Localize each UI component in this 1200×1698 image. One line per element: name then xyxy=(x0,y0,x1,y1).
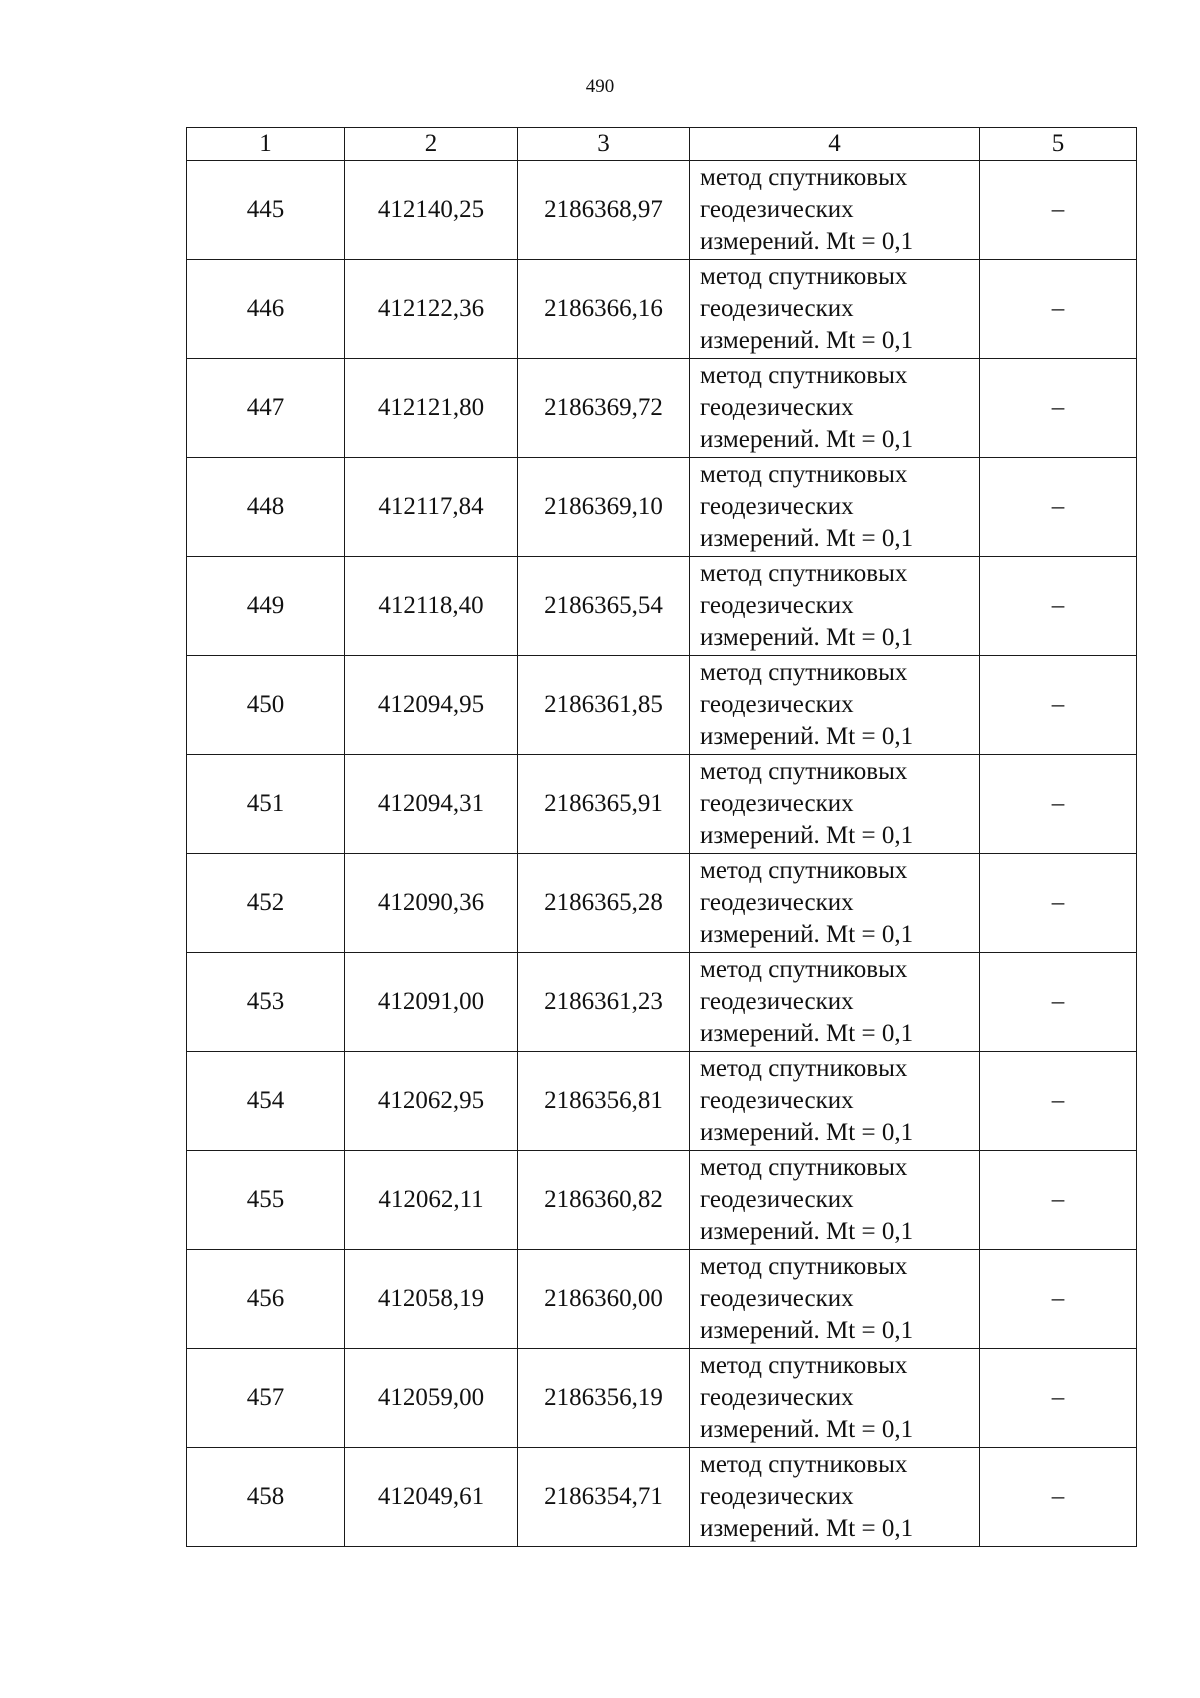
method-line: метод спутниковых xyxy=(700,659,908,686)
y-coordinate-cell: 2186360,82 xyxy=(518,1151,690,1250)
method-line: измерений. Mt = 0,1 xyxy=(700,921,914,948)
method-cell xyxy=(690,656,980,755)
method-line: метод спутниковых xyxy=(700,263,908,290)
point-number-cell: 453 xyxy=(187,953,345,1052)
point-number-cell: 449 xyxy=(187,557,345,656)
method-line: измерений. Mt = 0,1 xyxy=(700,1317,914,1344)
method-cell xyxy=(690,359,980,458)
method-line: метод спутниковых xyxy=(700,1055,908,1082)
table-row xyxy=(187,854,1137,953)
method-cell xyxy=(690,1250,980,1349)
method-line: измерений. Mt = 0,1 xyxy=(700,1515,914,1542)
method-line: геодезических xyxy=(700,295,854,322)
point-number-cell: 454 xyxy=(187,1052,345,1151)
point-number-cell: 452 xyxy=(187,854,345,953)
method-line: геодезических xyxy=(700,1186,854,1213)
method-line: метод спутниковых xyxy=(700,362,908,389)
y-coordinate-cell: 2186360,00 xyxy=(518,1250,690,1349)
method-line: метод спутниковых xyxy=(700,560,908,587)
table-row xyxy=(187,458,1137,557)
coordinates-table xyxy=(186,127,1137,1547)
method-line: измерений. Mt = 0,1 xyxy=(700,426,914,453)
method-line: метод спутниковых xyxy=(700,857,908,884)
method-line: геодезических xyxy=(700,196,854,223)
note-cell: – xyxy=(980,755,1137,854)
method-cell xyxy=(690,458,980,557)
point-number-cell: 447 xyxy=(187,359,345,458)
method-cell xyxy=(690,161,980,260)
table-body xyxy=(187,128,1137,1547)
note-cell: – xyxy=(980,161,1137,260)
column-header: 3 xyxy=(518,128,690,161)
method-line: измерений. Mt = 0,1 xyxy=(700,228,914,255)
x-coordinate-cell: 412117,84 xyxy=(345,458,518,557)
method-line: измерений. Mt = 0,1 xyxy=(700,1218,914,1245)
table-row xyxy=(187,1052,1137,1151)
method-line: метод спутниковых xyxy=(700,758,908,785)
method-line: измерений. Mt = 0,1 xyxy=(700,525,914,552)
x-coordinate-cell: 412094,95 xyxy=(345,656,518,755)
method-line: измерений. Mt = 0,1 xyxy=(700,822,914,849)
note-cell: – xyxy=(980,1349,1137,1448)
method-line: метод спутниковых xyxy=(700,164,908,191)
method-line: измерений. Mt = 0,1 xyxy=(700,723,914,750)
table-row xyxy=(187,557,1137,656)
method-line: измерений. Mt = 0,1 xyxy=(700,1416,914,1443)
point-number-cell: 455 xyxy=(187,1151,345,1250)
method-line: геодезических xyxy=(700,493,854,520)
method-line: измерений. Mt = 0,1 xyxy=(700,1119,914,1146)
point-number-cell: 451 xyxy=(187,755,345,854)
note-cell: – xyxy=(980,260,1137,359)
method-cell xyxy=(690,854,980,953)
x-coordinate-cell: 412118,40 xyxy=(345,557,518,656)
column-header: 5 xyxy=(980,128,1137,161)
table-row xyxy=(187,1448,1137,1547)
method-line: геодезических xyxy=(700,1285,854,1312)
x-coordinate-cell: 412090,36 xyxy=(345,854,518,953)
point-number-cell: 457 xyxy=(187,1349,345,1448)
y-coordinate-cell: 2186365,91 xyxy=(518,755,690,854)
y-coordinate-cell: 2186369,10 xyxy=(518,458,690,557)
page-number: 490 xyxy=(585,76,615,97)
point-number-cell: 448 xyxy=(187,458,345,557)
x-coordinate-cell: 412122,36 xyxy=(345,260,518,359)
x-coordinate-cell: 412091,00 xyxy=(345,953,518,1052)
y-coordinate-cell: 2186361,85 xyxy=(518,656,690,755)
method-line: метод спутниковых xyxy=(700,1154,908,1181)
point-number-cell: 450 xyxy=(187,656,345,755)
y-coordinate-cell: 2186368,97 xyxy=(518,161,690,260)
y-coordinate-cell: 2186365,54 xyxy=(518,557,690,656)
table-row xyxy=(187,953,1137,1052)
method-line: геодезических xyxy=(700,394,854,421)
table-row xyxy=(187,1250,1137,1349)
y-coordinate-cell: 2186361,23 xyxy=(518,953,690,1052)
method-line: геодезических xyxy=(700,1087,854,1114)
method-cell xyxy=(690,1349,980,1448)
method-line: геодезических xyxy=(700,988,854,1015)
method-cell xyxy=(690,557,980,656)
column-header: 1 xyxy=(187,128,345,161)
note-cell: – xyxy=(980,656,1137,755)
point-number-cell: 446 xyxy=(187,260,345,359)
point-number-cell: 458 xyxy=(187,1448,345,1547)
note-cell: – xyxy=(980,1250,1137,1349)
x-coordinate-cell: 412058,19 xyxy=(345,1250,518,1349)
y-coordinate-cell: 2186354,71 xyxy=(518,1448,690,1547)
x-coordinate-cell: 412140,25 xyxy=(345,161,518,260)
note-cell: – xyxy=(980,854,1137,953)
method-line: геодезических xyxy=(700,592,854,619)
y-coordinate-cell: 2186366,16 xyxy=(518,260,690,359)
method-line: геодезических xyxy=(700,790,854,817)
note-cell: – xyxy=(980,359,1137,458)
method-cell xyxy=(690,953,980,1052)
method-line: геодезических xyxy=(700,1483,854,1510)
method-line: метод спутниковых xyxy=(700,1352,908,1379)
y-coordinate-cell: 2186365,28 xyxy=(518,854,690,953)
method-line: измерений. Mt = 0,1 xyxy=(700,1020,914,1047)
method-cell xyxy=(690,1448,980,1547)
method-line: метод спутниковых xyxy=(700,1451,908,1478)
point-number-cell: 445 xyxy=(187,161,345,260)
note-cell: – xyxy=(980,1052,1137,1151)
method-line: метод спутниковых xyxy=(700,461,908,488)
method-cell xyxy=(690,260,980,359)
x-coordinate-cell: 412059,00 xyxy=(345,1349,518,1448)
y-coordinate-cell: 2186356,19 xyxy=(518,1349,690,1448)
method-line: измерений. Mt = 0,1 xyxy=(700,327,914,354)
method-cell xyxy=(690,755,980,854)
x-coordinate-cell: 412094,31 xyxy=(345,755,518,854)
note-cell: – xyxy=(980,458,1137,557)
note-cell: – xyxy=(980,1151,1137,1250)
table-row xyxy=(187,1349,1137,1448)
x-coordinate-cell: 412062,11 xyxy=(345,1151,518,1250)
column-header: 4 xyxy=(690,128,980,161)
x-coordinate-cell: 412121,80 xyxy=(345,359,518,458)
table-row xyxy=(187,161,1137,260)
x-coordinate-cell: 412062,95 xyxy=(345,1052,518,1151)
table-row xyxy=(187,755,1137,854)
y-coordinate-cell: 2186369,72 xyxy=(518,359,690,458)
x-coordinate-cell: 412049,61 xyxy=(345,1448,518,1547)
method-line: метод спутниковых xyxy=(700,956,908,983)
method-line: геодезических xyxy=(700,889,854,916)
table-row xyxy=(187,260,1137,359)
method-line: измерений. Mt = 0,1 xyxy=(700,624,914,651)
method-line: метод спутниковых xyxy=(700,1253,908,1280)
table-row xyxy=(187,656,1137,755)
table-row xyxy=(187,359,1137,458)
table-row xyxy=(187,1151,1137,1250)
method-line: геодезических xyxy=(700,691,854,718)
note-cell: – xyxy=(980,1448,1137,1547)
y-coordinate-cell: 2186356,81 xyxy=(518,1052,690,1151)
method-line: геодезических xyxy=(700,1384,854,1411)
note-cell: – xyxy=(980,953,1137,1052)
point-number-cell: 456 xyxy=(187,1250,345,1349)
column-header: 2 xyxy=(345,128,518,161)
note-cell: – xyxy=(980,557,1137,656)
method-cell xyxy=(690,1052,980,1151)
table-header-row xyxy=(187,128,1137,161)
method-cell xyxy=(690,1151,980,1250)
